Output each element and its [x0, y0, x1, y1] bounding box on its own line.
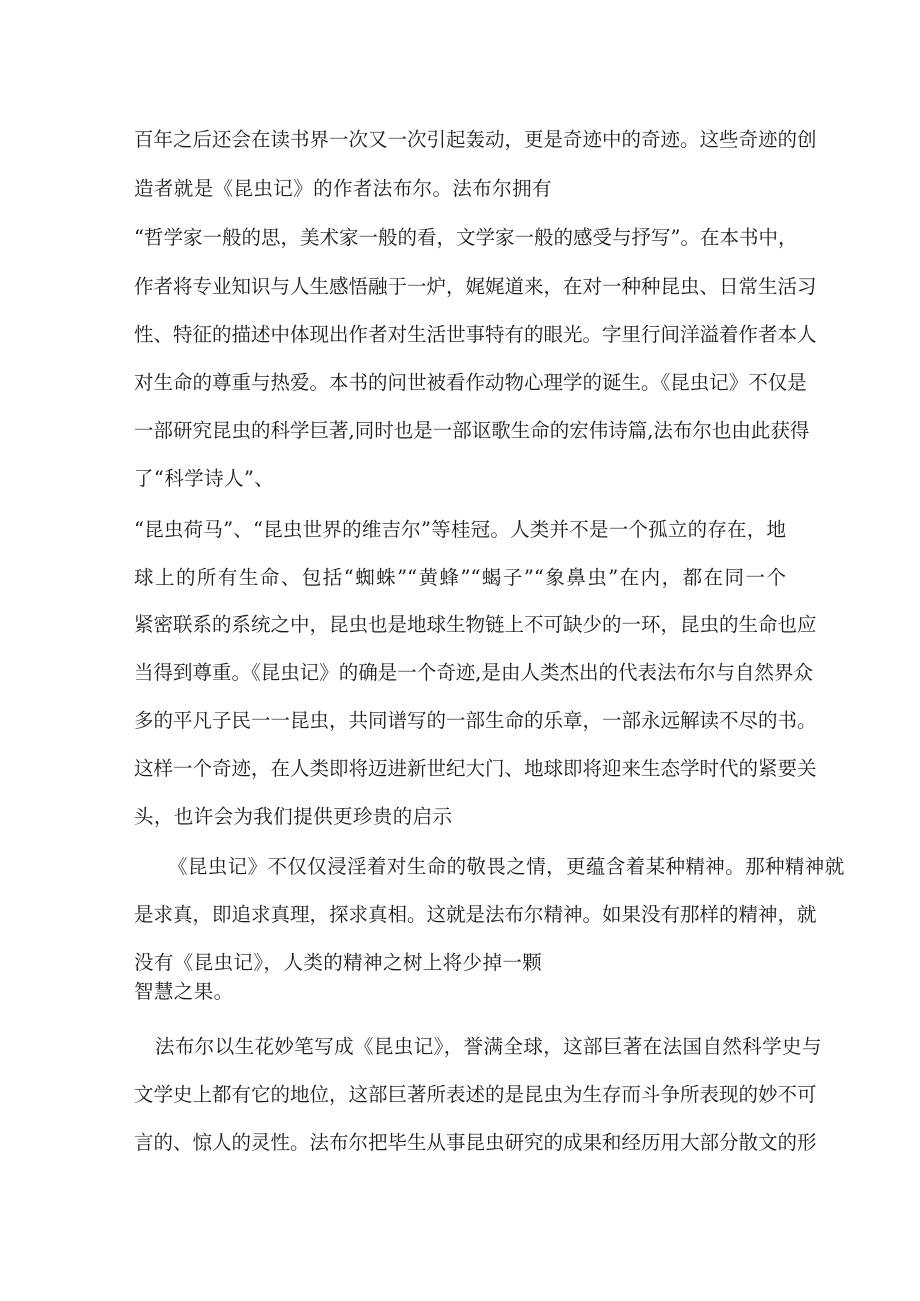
text-line: 造者就是《昆虫记》的作者法布尔。法布尔拥有 [134, 177, 552, 200]
text-line: 了“科学诗人”、 [134, 467, 275, 490]
paragraph-first-line: 《昆虫记》不仅仅浸淫着对生命的敬畏之情，更蕴含着某种精神。那种精神就 [168, 855, 845, 878]
text-line: 一部研究昆虫的科学巨著,同时也是一部讴歌生命的宏伟诗篇,法布尔也由此获得 [134, 419, 810, 442]
text-line: “昆虫荷马”、“昆虫世界的维吉尔”等桂冠。人类并不是一个孤立的存在，地 [134, 518, 786, 541]
text-line: 这样一个奇迹，在人类即将迈进新世纪大门、地球即将迎来生态学时代的紧要关 [134, 757, 817, 780]
text-line: 作者将专业知识与人生感悟融于一炉，娓娓道来，在对一种种昆虫、日常生活习 [134, 275, 817, 298]
text-line: 言的、惊人的灵性。法布尔把毕生从事昆虫研究的成果和经历用大部分散文的形 [134, 1131, 817, 1154]
text-line: 文学史上都有它的地位，这部巨著所表述的是昆虫为生存而斗争所表现的妙不可 [134, 1083, 817, 1106]
text-line: 当得到尊重。《昆虫记》的确是一个奇迹,是由人类杰出的代表法布尔与自然界众 [134, 661, 813, 684]
text-line: 智慧之果。 [134, 980, 234, 1003]
text-line: 头，也许会为我们提供更珍贵的启示 [134, 805, 453, 828]
text-line: 性、特征的描述中体现出作者对生活世事特有的眼光。字里行间洋溢着作者本人 [134, 323, 817, 346]
text-line: 没有《昆虫记》，人类的精神之树上将少掉一颗 [134, 951, 543, 974]
text-line: 是求真，即追求真理，探求真相。这就是法布尔精神。如果没有那样的精神，就 [134, 903, 817, 926]
text-line: 球上的所有生命、包括“蜘蛛”“黄蜂”“蝎子”“象鼻虫”在内，都在同一个 [134, 566, 786, 589]
text-line: 对生命的尊重与热爱。本书的问世被看作动物心理学的诞生。《昆虫记》不仅是 [134, 371, 807, 394]
text-line: 多的平凡子民一一昆虫，共同谱写的一部生命的乐章，一部永远解读不尽的书。 [134, 709, 817, 732]
paragraph-first-line: 法布尔以生花妙笔写成《昆虫记》，誉满全球，这部巨著在法国自然科学史与 [155, 1035, 822, 1058]
text-line: 紧密联系的系统之中，昆虫也是地球生物链上不可缺少的一环，昆虫的生命也应 [134, 613, 817, 636]
text-line: “哲学家一般的思，美术家一般的看，文学家一般的感受与抒写”。在本书中， [134, 226, 798, 249]
text-line: 百年之后还会在读书界一次又一次引起轰动，更是奇迹中的奇迹。这些奇迹的创 [134, 128, 817, 151]
